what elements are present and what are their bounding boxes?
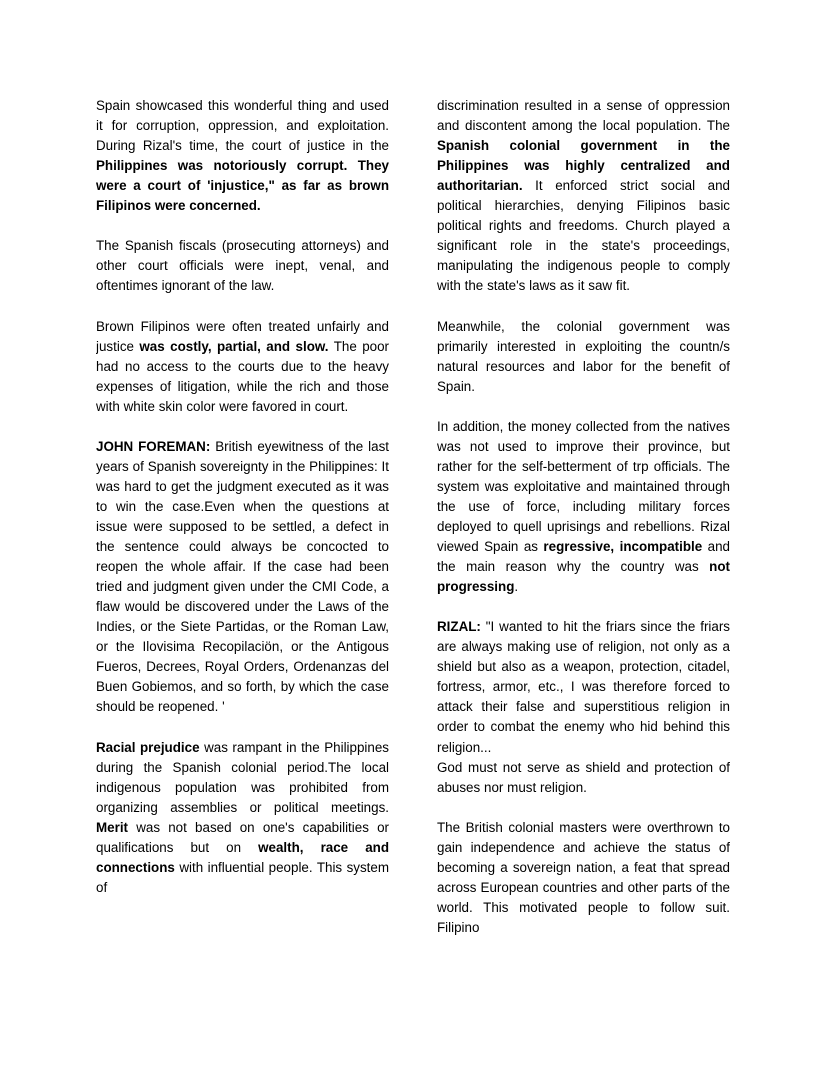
text-run: was rampant in the Philippines during the Spanish colonial period.The local indigenous population was prohibited from organizing assemblies or political meetings. xyxy=(96,739,389,815)
paragraph-rizal-quote xyxy=(437,617,730,757)
paragraph xyxy=(437,818,730,938)
bold-text-run: regressive, incompatible xyxy=(543,539,703,555)
paragraph xyxy=(96,236,389,296)
text-run: British eyewitness of the last years of Spanish sovereignty in the Philippines: It was hard to get the judgment executed as it was to win the case.Even when the questions at issue were supposed to be settled, a defect in the sentence could always be concocted to reopen the whole affair. If the case had been tried and judgment given under the CMI Code, a flaw would be discovered under the Laws of the Indies, or the Siete Partidas, or the Roman Law, or the Ilovisima Recopilaciön, or the Antigous Fueros, Decrees, Royal Orders, Ordenanzas del Buen Gobiemos, and so forth, by which the case should be reopened. ' xyxy=(96,438,389,715)
bold-text-run: Spanish colonial government in the Philippines was highly centralized and authoritarian. xyxy=(437,138,730,194)
bold-text-run: was costly, partial, and slow. xyxy=(139,338,329,354)
text-run: The Spanish fiscals (prosecuting attorneys) and other court officials were inept, venal, and oftentimes ignorant of the law. xyxy=(96,238,389,294)
paragraph xyxy=(96,317,389,417)
paragraph-john-foreman xyxy=(96,437,389,718)
paragraph-rizal-quote-continued xyxy=(437,758,730,798)
bold-text-run: Racial prejudice xyxy=(96,739,200,755)
text-run: and the main reason why the country was xyxy=(437,539,730,575)
bold-text-run: not progressing xyxy=(437,559,730,595)
paragraph xyxy=(96,96,389,216)
text-run: was not based on one's capabilities or qualifications but on xyxy=(96,819,389,855)
text-run: Brown Filipinos were often treated unfairly and justice xyxy=(96,318,389,354)
text-run: with influential people. This system of xyxy=(96,859,389,895)
text-run: Spain showcased this wonderful thing and used it for corruption, oppression, and exploitation. During Rizal's time, the court of justice in the xyxy=(96,98,389,154)
bold-text-run: RIZAL: xyxy=(437,619,481,635)
paragraph xyxy=(437,96,730,296)
paragraph xyxy=(437,317,730,397)
bold-text-run: Philippines was notoriously corrupt. They were a court of 'injustice," as far as brown Filipinos were concerned. xyxy=(96,158,389,214)
paragraph xyxy=(437,417,730,597)
paragraph-racial-prejudice xyxy=(96,738,389,898)
two-column-text-body xyxy=(96,96,730,964)
text-run: The British colonial masters were overthrown to gain independence and achieve the status of becoming a sovereign nation, a feat that spread across European countries and other parts of the world. This motivated people to follow suit. Filipino xyxy=(437,819,730,935)
text-run: In addition, the money collected from the natives was not used to improve their province, but rather for the self-betterment of trp officials. The system was exploitative and maintained through the use of force, including military forces deployed to quell uprisings and rebellions. Rizal viewed Spain as xyxy=(437,418,730,555)
text-run: . xyxy=(514,579,519,595)
left-column xyxy=(96,96,389,964)
bold-text-run: wealth, race and connections xyxy=(96,839,389,875)
text-run: The poor had no access to the courts due to the heavy expenses of litigation, while the rich and those with white skin color were favored in court. xyxy=(96,338,389,414)
text-run: "I wanted to hit the friars since the friars are always making use of religion, not only as a shield but also as a weapon, protection, citadel, fortress, armor, etc., I was therefore forced to attack their false and superstitious religion in order to combat the enemy who hid behind this religion... xyxy=(437,619,730,755)
bold-text-run: Merit xyxy=(96,819,128,835)
text-run: discrimination resulted in a sense of oppression and discontent among the local population. The xyxy=(437,98,730,134)
text-run: Meanwhile, the colonial government was primarily interested in exploiting the countn/s natural resources and labor for the benefit of Spain. xyxy=(437,318,730,394)
text-run: God must not serve as shield and protection of abuses nor must religion. xyxy=(437,759,730,795)
text-run: It enforced strict social and political hierarchies, denying Filipinos basic political rights and freedoms. Church played a significant role in the state's proceedings, manipulating the indigenous people to comply with the state's laws as it saw fit. xyxy=(437,178,730,294)
bold-text-run: JOHN FOREMAN: xyxy=(96,438,211,454)
right-column xyxy=(437,96,730,964)
